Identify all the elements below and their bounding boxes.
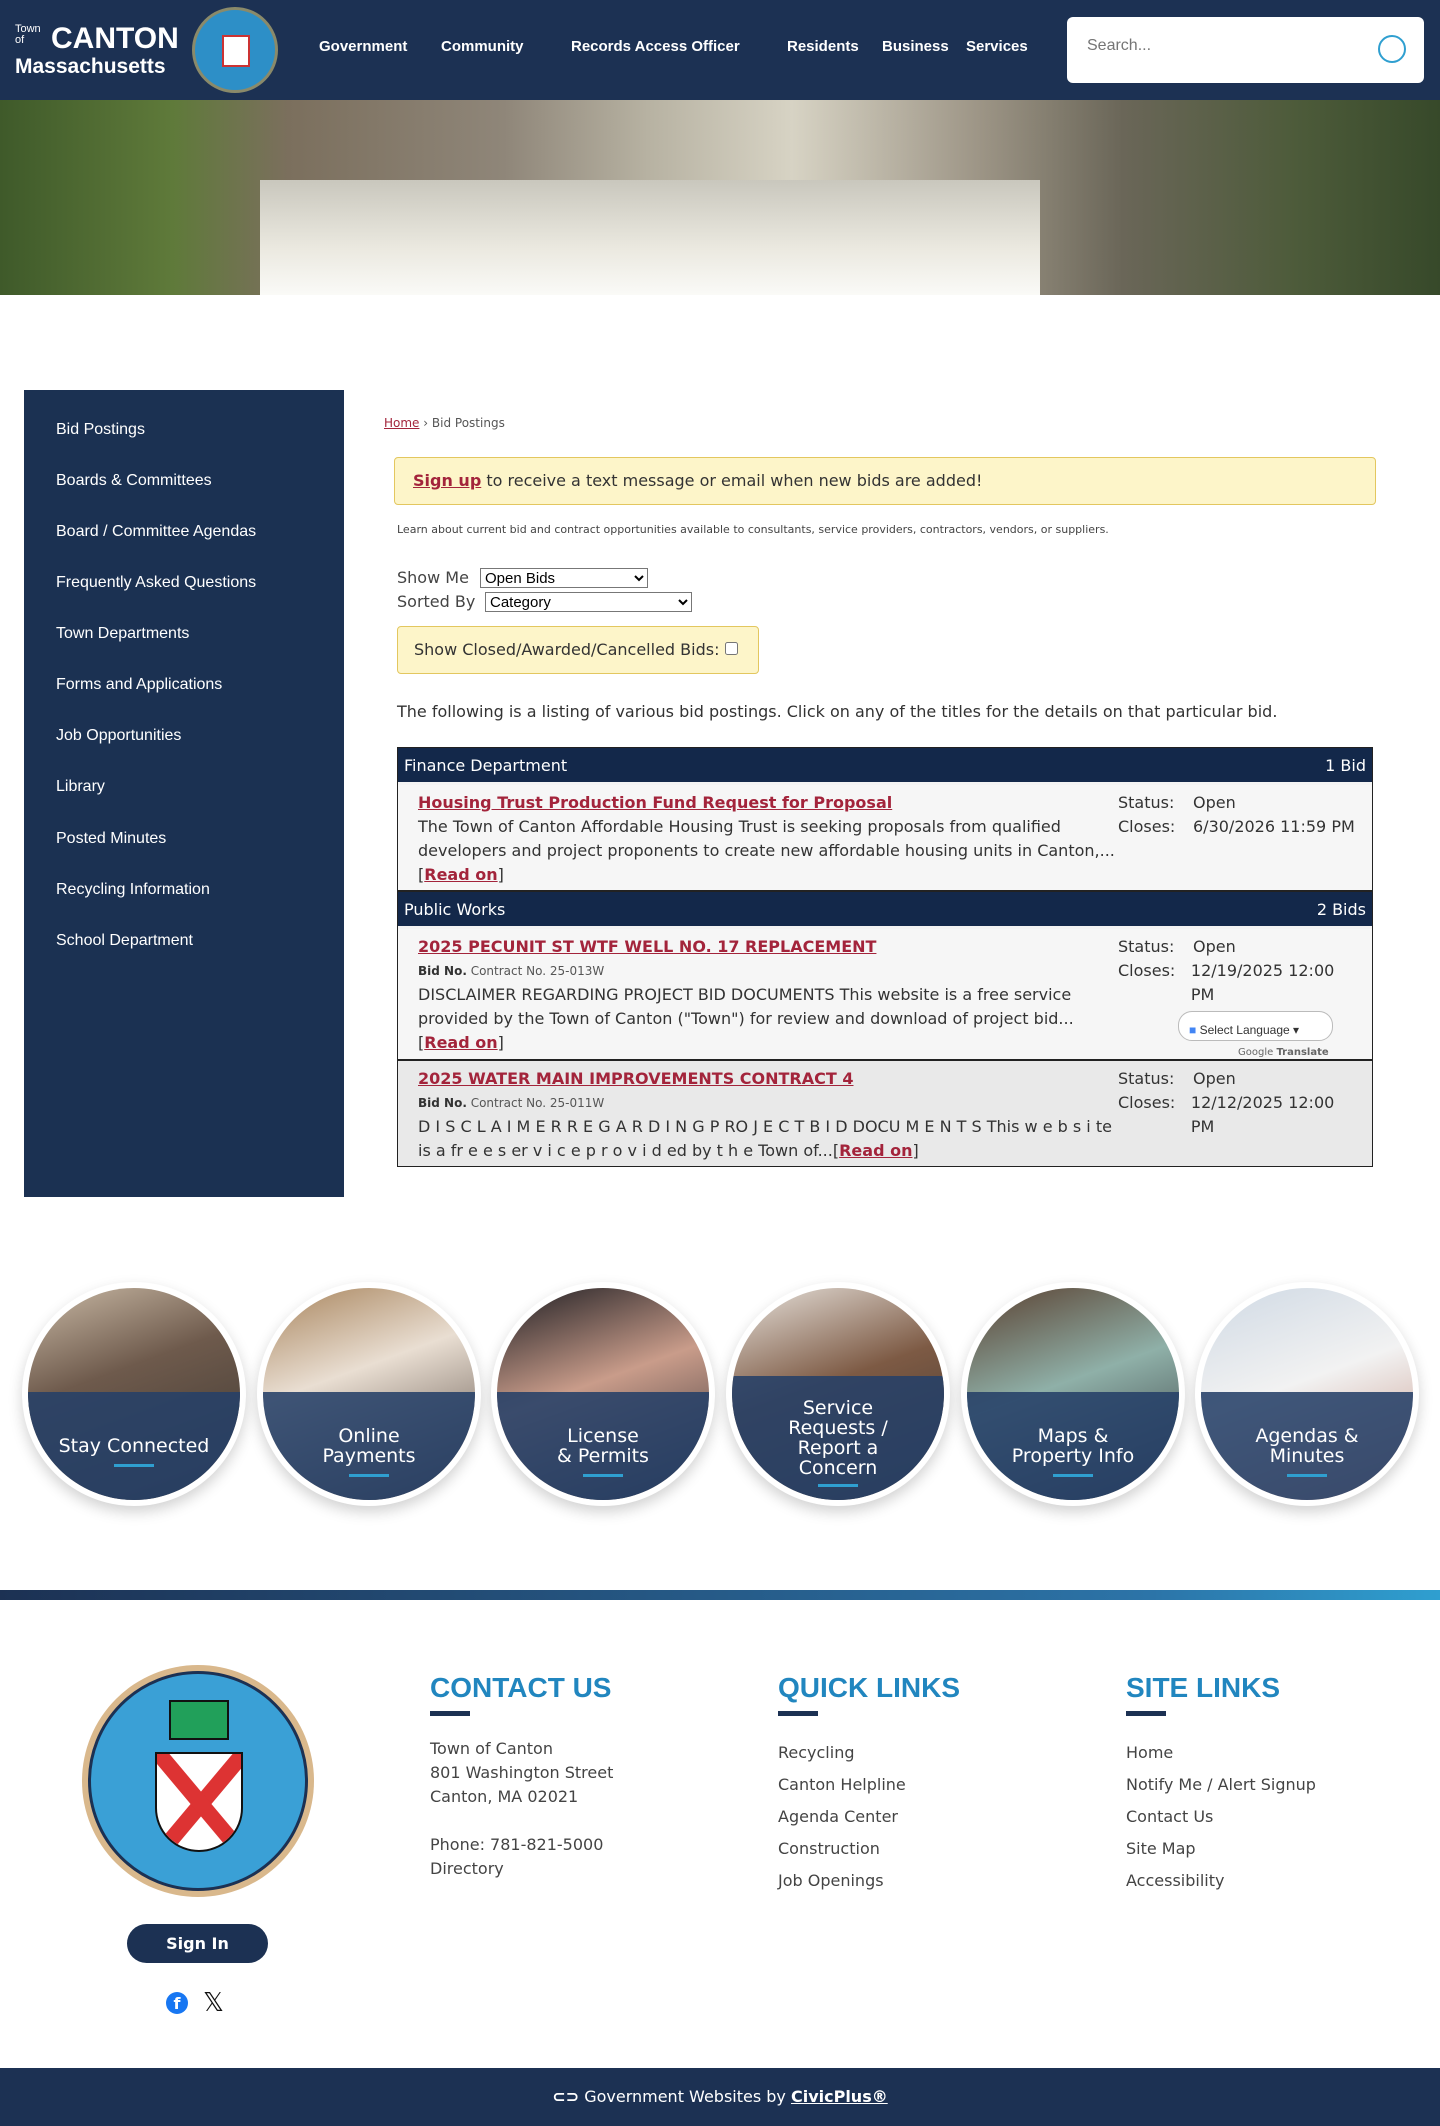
nav-business[interactable]: Business <box>882 38 949 55</box>
heading-underline <box>430 1711 470 1716</box>
footer-link-notify-me[interactable]: Notify Me / Alert Signup <box>1126 1775 1316 1794</box>
x-twitter-icon[interactable]: 𝕏 <box>203 1988 224 2018</box>
sidebar-nav <box>24 390 344 1197</box>
sidebar-item-departments[interactable]: Town Departments <box>56 625 190 642</box>
breadcrumb-home[interactable]: Home <box>384 416 420 430</box>
site-links-heading: SITE LINKS <box>1126 1672 1281 1703</box>
sidebar-item-recycling[interactable]: Recycling Information <box>56 881 210 898</box>
bid-meta: Status: Open Closes: 12/19/2025 12:00 PM <box>1118 937 1335 1004</box>
town-seal-logo <box>82 1665 314 1897</box>
bid-title-link[interactable]: 2025 PECUNIT ST WTF WELL NO. 17 REPLACEMENT <box>418 937 877 956</box>
sidebar-item-jobs[interactable]: Job Opportunities <box>56 727 182 744</box>
town-seal-icon <box>192 7 278 93</box>
footer-link-recycling[interactable]: Recycling <box>778 1743 855 1762</box>
civicplus-link[interactable]: CivicPlus® <box>790 2087 888 2106</box>
footer-link-job-openings[interactable]: Job Openings <box>778 1871 884 1890</box>
sidebar-item-school[interactable]: School Department <box>56 932 193 949</box>
signup-notice: Sign up to receive a text message or email when new bids are added! <box>394 457 1376 505</box>
footer-link-agenda-center[interactable]: Agenda Center <box>778 1807 898 1826</box>
search-box <box>1067 17 1424 83</box>
sidebar-item-library[interactable]: Library <box>56 778 105 795</box>
signup-link[interactable]: Sign up <box>413 471 482 490</box>
footer-link-home[interactable]: Home <box>1126 1743 1174 1762</box>
directory-link[interactable]: Directory <box>430 1859 504 1878</box>
breadcrumb-current: Bid Postings <box>431 416 505 430</box>
bid-meta: Status: Open Closes: 12/12/2025 12:00 PM <box>1118 1069 1335 1136</box>
bid-title-link[interactable]: 2025 WATER MAIN IMPROVEMENTS CONTRACT 4 <box>418 1069 854 1088</box>
show-me-select[interactable] <box>480 568 648 588</box>
category-header: Public Works 2 Bids <box>398 892 1372 929</box>
show-closed-box: Show Closed/Awarded/Cancelled Bids: <box>397 626 759 674</box>
listing-intro: The following is a listing of various bid postings. Click on any of the titles for the details on that particular bid. <box>397 702 1278 721</box>
facebook-icon[interactable]: f <box>166 1992 188 2014</box>
quick-link-online-payments[interactable]: Online Payments <box>257 1282 481 1506</box>
quick-links-heading: QUICK LINKS <box>778 1672 960 1703</box>
site-header <box>0 0 1440 100</box>
bid-row: Housing Trust Production Fund Request for Proposal The Town of Canton Affordable Housing Trust is seeking proposals from qualified developers and project proponents to create new affordable housing units in Canton,... [Read on] Status: Open Closes: 6/30/2026 11:59 PM <box>398 785 1372 892</box>
hero-waterfall-image <box>0 100 1440 295</box>
bid-listing <box>397 747 1373 1167</box>
footer-link-site-map[interactable]: Site Map <box>1126 1839 1196 1858</box>
quick-links-list <box>778 1737 906 1897</box>
quick-link-license-permits[interactable]: License & Permits <box>491 1282 715 1506</box>
footer-link-accessibility[interactable]: Accessibility <box>1126 1871 1225 1890</box>
category-header: Finance Department 1 Bid <box>398 748 1372 785</box>
google-translate-credit: Google Translate <box>1238 1047 1329 1058</box>
sidebar-item-boards[interactable]: Boards & Committees <box>56 472 212 489</box>
quick-link-maps-property[interactable]: Maps & Property Info <box>961 1282 1185 1506</box>
read-on-link[interactable]: Read on <box>424 865 498 884</box>
quick-link-stay-connected[interactable]: Stay Connected <box>22 1282 246 1506</box>
nav-residents[interactable]: Residents <box>787 38 859 55</box>
footer-divider <box>0 1590 1440 1600</box>
nav-records-access-officer[interactable]: Records Access Officer <box>571 38 740 55</box>
sidebar-item-faq[interactable]: Frequently Asked Questions <box>56 574 257 591</box>
sidebar-item-minutes[interactable]: Posted Minutes <box>56 830 167 847</box>
google-translate-icon: ■ <box>1189 1023 1197 1037</box>
breadcrumb: Home › Bid Postings <box>384 416 505 430</box>
sign-in-button[interactable]: Sign In <box>127 1924 268 1963</box>
bid-meta: Status: Open Closes: 6/30/2026 11:59 PM <box>1118 793 1355 836</box>
nav-community[interactable]: Community <box>441 38 524 55</box>
sidebar-item-forms[interactable]: Forms and Applications <box>56 676 223 693</box>
sidebar-item-agendas[interactable]: Board / Committee Agendas <box>56 523 257 540</box>
quick-link-service-requests[interactable]: Service Requests / Report a Concern <box>726 1282 950 1506</box>
bid-title-link[interactable]: Housing Trust Production Fund Request for Proposal <box>418 793 893 812</box>
footer-link-contact-us[interactable]: Contact Us <box>1126 1807 1214 1826</box>
civicplus-footer: ⊂⊃ Government Websites by CivicPlus® <box>0 2068 1440 2126</box>
sidebar-item-bid-postings[interactable]: Bid Postings <box>56 421 145 438</box>
select-language-dropdown[interactable]: ■ Select Language ▾ <box>1178 1011 1333 1041</box>
bid-row: 2025 WATER MAIN IMPROVEMENTS CONTRACT 4 Bid No. Contract No. 25-011W D I S C L A I M E R R E G A R D I N G P RO J E C T B I D DOCU M E N T S This w e b s i te is a fr e e s er v i c e p r o v i d ed by t h e Town of...[Read on] Status: Open Closes: 12/12/2025 12:00 PM <box>398 1061 1372 1166</box>
page-description: Learn about current bid and contract opportunities available to consultants, service providers, contractors, vendors, or suppliers. <box>397 523 1109 536</box>
site-links-list <box>1126 1737 1316 1897</box>
nav-services[interactable]: Services <box>966 38 1028 55</box>
read-on-link[interactable]: Read on <box>424 1033 498 1052</box>
civicplus-icon: ⊂⊃ <box>552 2087 580 2106</box>
heading-underline <box>1126 1711 1166 1716</box>
contact-heading: CONTACT US <box>430 1672 612 1703</box>
bid-row: 2025 PECUNIT ST WTF WELL NO. 17 REPLACEMENT Bid No. Contract No. 25-013W DISCLAIMER REGARDING PROJECT BID DOCUMENTS This website is a free service provided by the Town of Canton ("Town") for review and download of project bid... [Read on] Status: Open Closes: 12/19/2025 12:00 PM ■ Select Language ▾ Google Translate <box>398 929 1372 1061</box>
quick-link-agendas-minutes[interactable]: Agendas & Minutes <box>1195 1282 1419 1506</box>
contact-info: Town of Canton 801 Washington Street Canton, MA 02021 Phone: 781-821-5000 Directory <box>430 1737 613 1881</box>
site-logo[interactable]: Town of CANTON Massachusetts <box>15 22 179 78</box>
show-me-label: Show Me <box>397 568 469 587</box>
show-closed-checkbox[interactable] <box>725 642 738 655</box>
heading-underline <box>778 1711 818 1716</box>
sorted-by-select[interactable] <box>485 592 692 612</box>
footer-link-helpline[interactable]: Canton Helpline <box>778 1775 906 1794</box>
footer-link-construction[interactable]: Construction <box>778 1839 880 1858</box>
search-input[interactable] <box>1087 37 1347 55</box>
read-on-link[interactable]: Read on <box>839 1141 913 1160</box>
search-icon[interactable] <box>1378 35 1406 63</box>
sorted-by-label: Sorted By <box>397 592 476 611</box>
nav-government[interactable]: Government <box>319 38 408 55</box>
